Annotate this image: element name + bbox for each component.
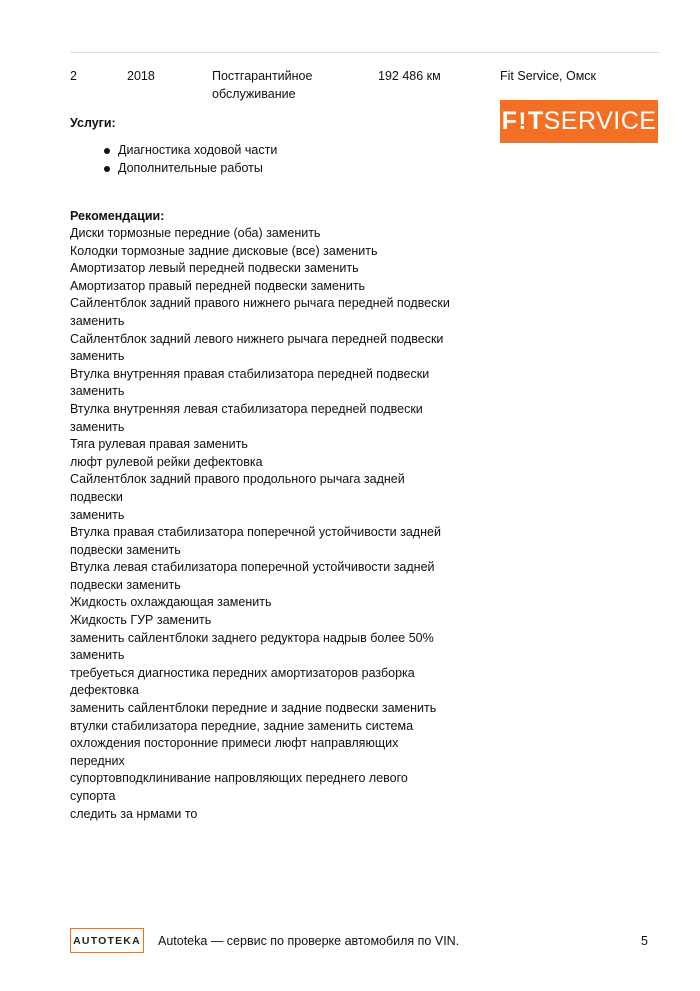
recommendation-line: Жидкость охлаждающая заменить [70,595,272,610]
recommendation-line: заменить сайлентблоки заднего редуктора надрыв более 50% [70,630,434,645]
record-service-type: Постгарантийное обслуживание [212,69,313,101]
recommendation-line: Сайлентблок задний левого нижнего рычага передней подвески [70,331,444,346]
record-mileage: 192 486 км [378,69,441,83]
recommendation-line: Сайлентблок задний правого нижнего рычага передней подвески [70,296,450,311]
recommendation-line: Амортизатор левый передней подвески заменить [70,261,359,276]
recommendation-line: подвески заменить [70,577,181,592]
recommendation-line: втулки стабилизатора передние, задние заменить система [70,718,414,733]
recommendation-line: Втулка внутренняя правая стабилизатора передней подвески [70,366,430,381]
services-list [70,142,277,177]
recommendations-list [70,225,450,823]
recommendation-line: заменить [70,313,125,328]
recommendation-line: заменить [70,384,125,399]
recommendation-line: Втулка внутренняя левая стабилизатора передней подвески [70,401,423,416]
recommendation-line: Втулка левая стабилизатора поперечной устойчивости задней [70,560,435,575]
record-year: 2018 [127,69,155,83]
recommendation-line: люфт рулевой рейки дефектовка [70,454,263,469]
fit-service-logo: F ! T SERVICE [500,100,658,143]
recommendation-line: заменить [70,507,125,522]
recommendation-line: дефектовка [70,683,139,698]
recommendations-label: Рекомендации: [70,209,165,223]
footer-text: Autoteka — сервис по проверке автомобиля по VIN. [158,934,460,948]
record-place: Fit Service, Омск [500,69,597,83]
recommendation-line: Втулка правая стабилизатора поперечной устойчивости задней [70,525,441,540]
recommendation-line: супортовподклинивание напровляющих переднего левого супорта [70,771,408,803]
recommendation-line: следить за нрмами то [70,806,198,821]
recommendation-line: заменить [70,648,125,663]
record-number: 2 [70,69,77,83]
recommendation-line: Амортизатор правый передней подвески заменить [70,278,366,293]
services-label: Услуги: [70,116,116,130]
recommendation-line: подвески заменить [70,542,181,557]
recommendation-line: Тяга рулевая правая заменить [70,437,248,452]
recommendation-line: Диски тормозные передние (оба) заменить [70,226,321,240]
top-divider [70,52,659,53]
recommendation-line: заменить [70,349,125,364]
recommendation-line: Жидкость ГУР заменить [70,613,212,628]
recommendation-line: заменить сайлентблоки передние и задние подвески заменить [70,701,437,716]
recommendation-line: требуеться диагностика передних амортизаторов разборка [70,665,415,680]
autoteka-logo: AUTOTEKA [70,928,144,953]
recommendation-line: Колодки тормозные задние дисковые (все) заменить [70,243,378,258]
recommendation-line: охлождения посторонние примеси люфт направляющих передних [70,736,399,768]
list-item: Диагностика ходовой части [70,142,277,160]
recommendation-line: заменить [70,419,125,434]
list-item: Дополнительные работы [70,160,277,178]
recommendation-line: Сайлентблок задний правого продольного рычага задней подвески [70,472,405,504]
page-number: 5 [641,934,648,948]
